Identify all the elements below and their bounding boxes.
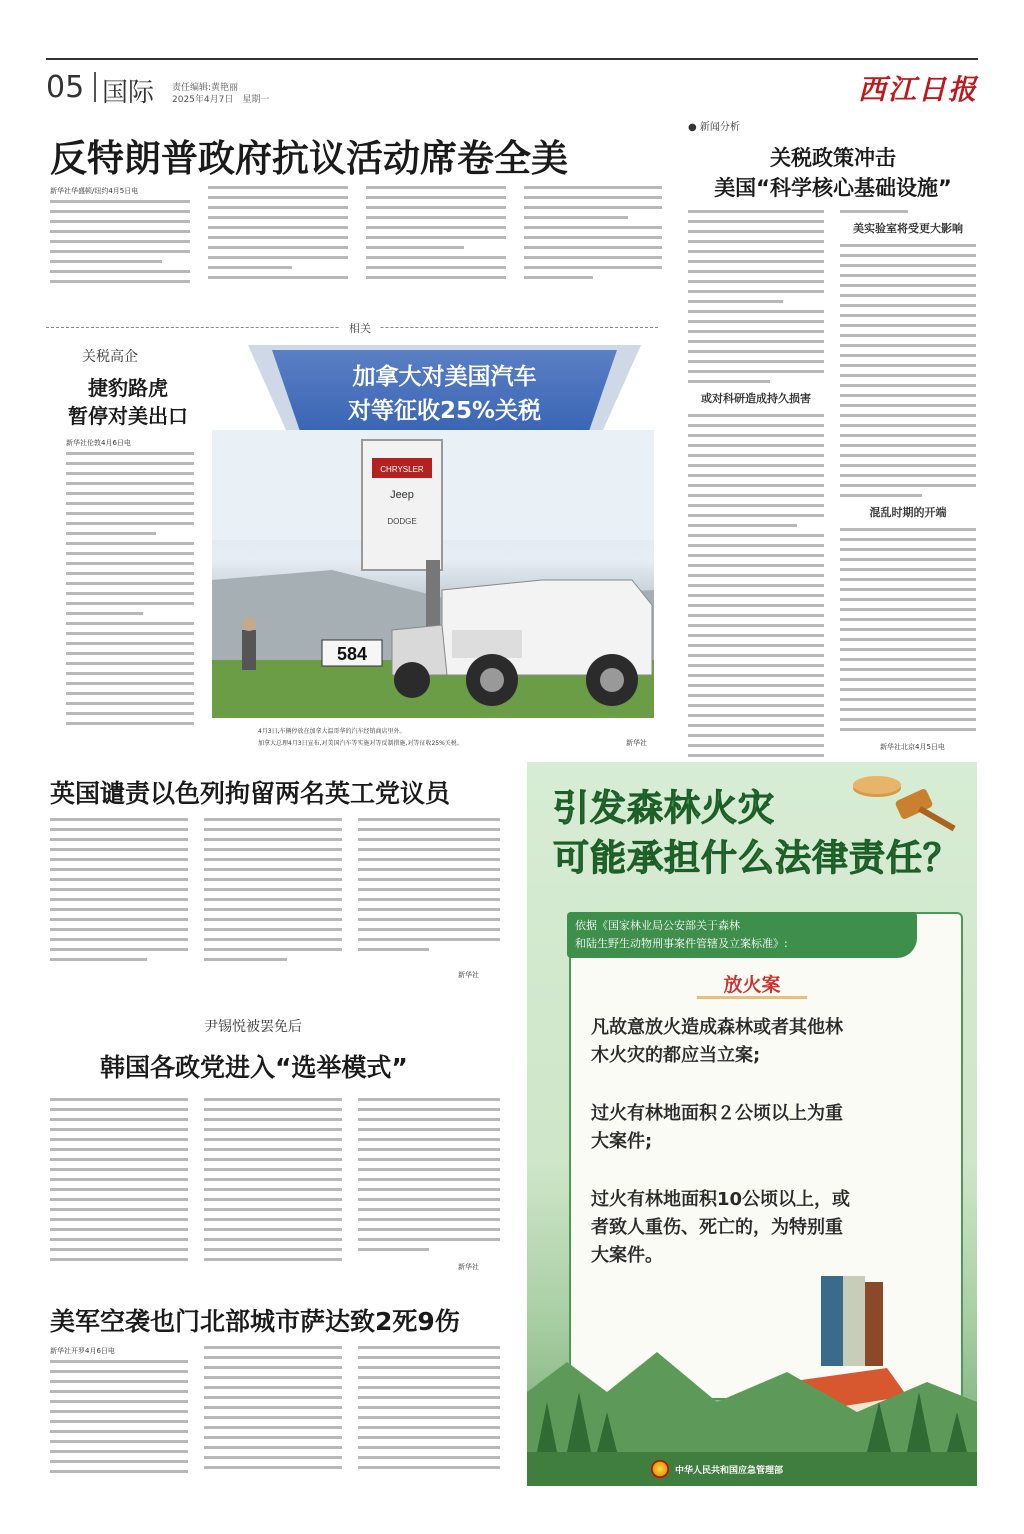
photo-credit: 新华社: [626, 739, 647, 747]
date-line: 2025年4月7日 星期一: [172, 95, 270, 105]
analysis-headline-2: 美国“科学核心基础设施”: [714, 176, 952, 200]
analysis-column-1: [688, 210, 824, 814]
page-number: 05: [46, 70, 85, 105]
sign-text-1: CHRYSLER: [380, 465, 424, 474]
poster-rule-2a: 过火有林地面积２公顷以上为重: [591, 1103, 843, 1124]
uk-headline: 英国谴责以色列拘留两名英工党议员: [50, 779, 451, 808]
editor-line: 责任编辑:黄艳丽: [172, 83, 239, 93]
forest-scene: [527, 1322, 977, 1452]
banner-title-2: 对等征收25%关税: [347, 398, 542, 424]
poster-basis-1: 依据《国家林业局公安部关于森林: [575, 919, 740, 932]
korea-kicker: 尹锡悦被罢免后: [204, 1019, 302, 1035]
poster-rule-3b: 者致人重伤、死亡的，为特别重: [591, 1217, 843, 1238]
poster-basis-tab: [567, 912, 917, 958]
poster-basis-2: 和陆生野生动物刑事案件管辖及立案标准》:: [575, 937, 788, 950]
related-label: 相关: [340, 320, 380, 336]
dealership-photo: [212, 430, 654, 718]
case-type-title: 放火案: [723, 974, 781, 996]
banner-title-1: 加拿大对美国汽车: [352, 364, 537, 390]
national-emblem-icon: [651, 1460, 669, 1478]
header-rule: [46, 58, 978, 60]
photo-illustration: [212, 430, 654, 718]
poster-title-1: 引发森林火灾: [553, 788, 776, 829]
yemen-credit: 新华社开罗4月6日电: [50, 1347, 115, 1355]
yemen-headline: 美军空袭也门北部城市萨达致2死9伤: [50, 1307, 460, 1336]
forest-fire-poster: [527, 762, 977, 1486]
lead-body: [50, 186, 662, 296]
korea-credit: 新华社: [458, 1263, 479, 1271]
analysis-subhead-3: 混乱时期的开端: [869, 506, 947, 519]
section-title: 国际: [102, 78, 155, 108]
case-title-underline: [697, 996, 807, 999]
poster-title-2: 可能承担什么法律责任？: [553, 838, 961, 879]
uk-credit: 新华社: [458, 971, 479, 979]
photo-caption-2: 加拿大总理4月3日宣布,对美国汽车等实施对等反制措施,对等征收25%关税。: [258, 740, 463, 747]
analysis-subhead-1: 美实验室将受更大影响: [853, 222, 963, 235]
lead-headline: 反特朗普政府抗议活动席卷全美: [50, 137, 568, 180]
jaguar-headline-2: 暂停对美出口: [68, 404, 188, 428]
photo-caption-1: 4月3日,车辆停放在加拿大温哥华的汽车经销商店里外。: [258, 728, 406, 735]
poster-rule-1a: 凡故意放火造成森林或者其他林: [591, 1017, 843, 1038]
lead-credit: 新华社华盛顿/纽约4月5日电: [50, 187, 139, 195]
price-sign: 584: [336, 644, 368, 664]
jaguar-headline-1: 捷豹路虎: [88, 376, 168, 400]
poster-rule-3a: 过火有林地面积10公顷以上，或: [591, 1189, 851, 1210]
jaguar-kicker: 关税高企: [82, 349, 138, 365]
korea-headline: 韩国各政党进入“选举模式”: [100, 1053, 408, 1082]
analysis-headline-1: 关税政策冲击: [770, 146, 896, 170]
analysis-kicker: ● 新闻分析: [688, 122, 740, 133]
jaguar-credit: 新华社伦敦4月6日电: [66, 439, 131, 447]
analysis-subhead-2: 或对科研造成持久损害: [701, 392, 811, 405]
analysis-column-2: [840, 210, 976, 738]
poster-rule-1b: 木火灾的都应当立案;: [591, 1045, 761, 1066]
poster-rule-3c: 大案件。: [591, 1245, 663, 1266]
jaguar-body: [66, 452, 194, 732]
poster-footer: [527, 1452, 977, 1486]
lead-column-1: [50, 200, 190, 290]
paper-logo: 西江日报: [857, 73, 978, 106]
lead-column-2: [208, 186, 348, 286]
lead-column-4: [524, 186, 662, 286]
sign-text-2: Jeep: [390, 489, 414, 501]
poster-footer-text: 中华人民共和国应急管理部: [675, 1466, 784, 1476]
poster-rule-2b: 大案件;: [591, 1131, 653, 1152]
header-divider: [94, 72, 96, 102]
analysis-credit: 新华社北京4月5日电: [880, 743, 945, 751]
lead-column-3: [366, 186, 506, 286]
sign-text-3: DODGE: [387, 517, 417, 526]
